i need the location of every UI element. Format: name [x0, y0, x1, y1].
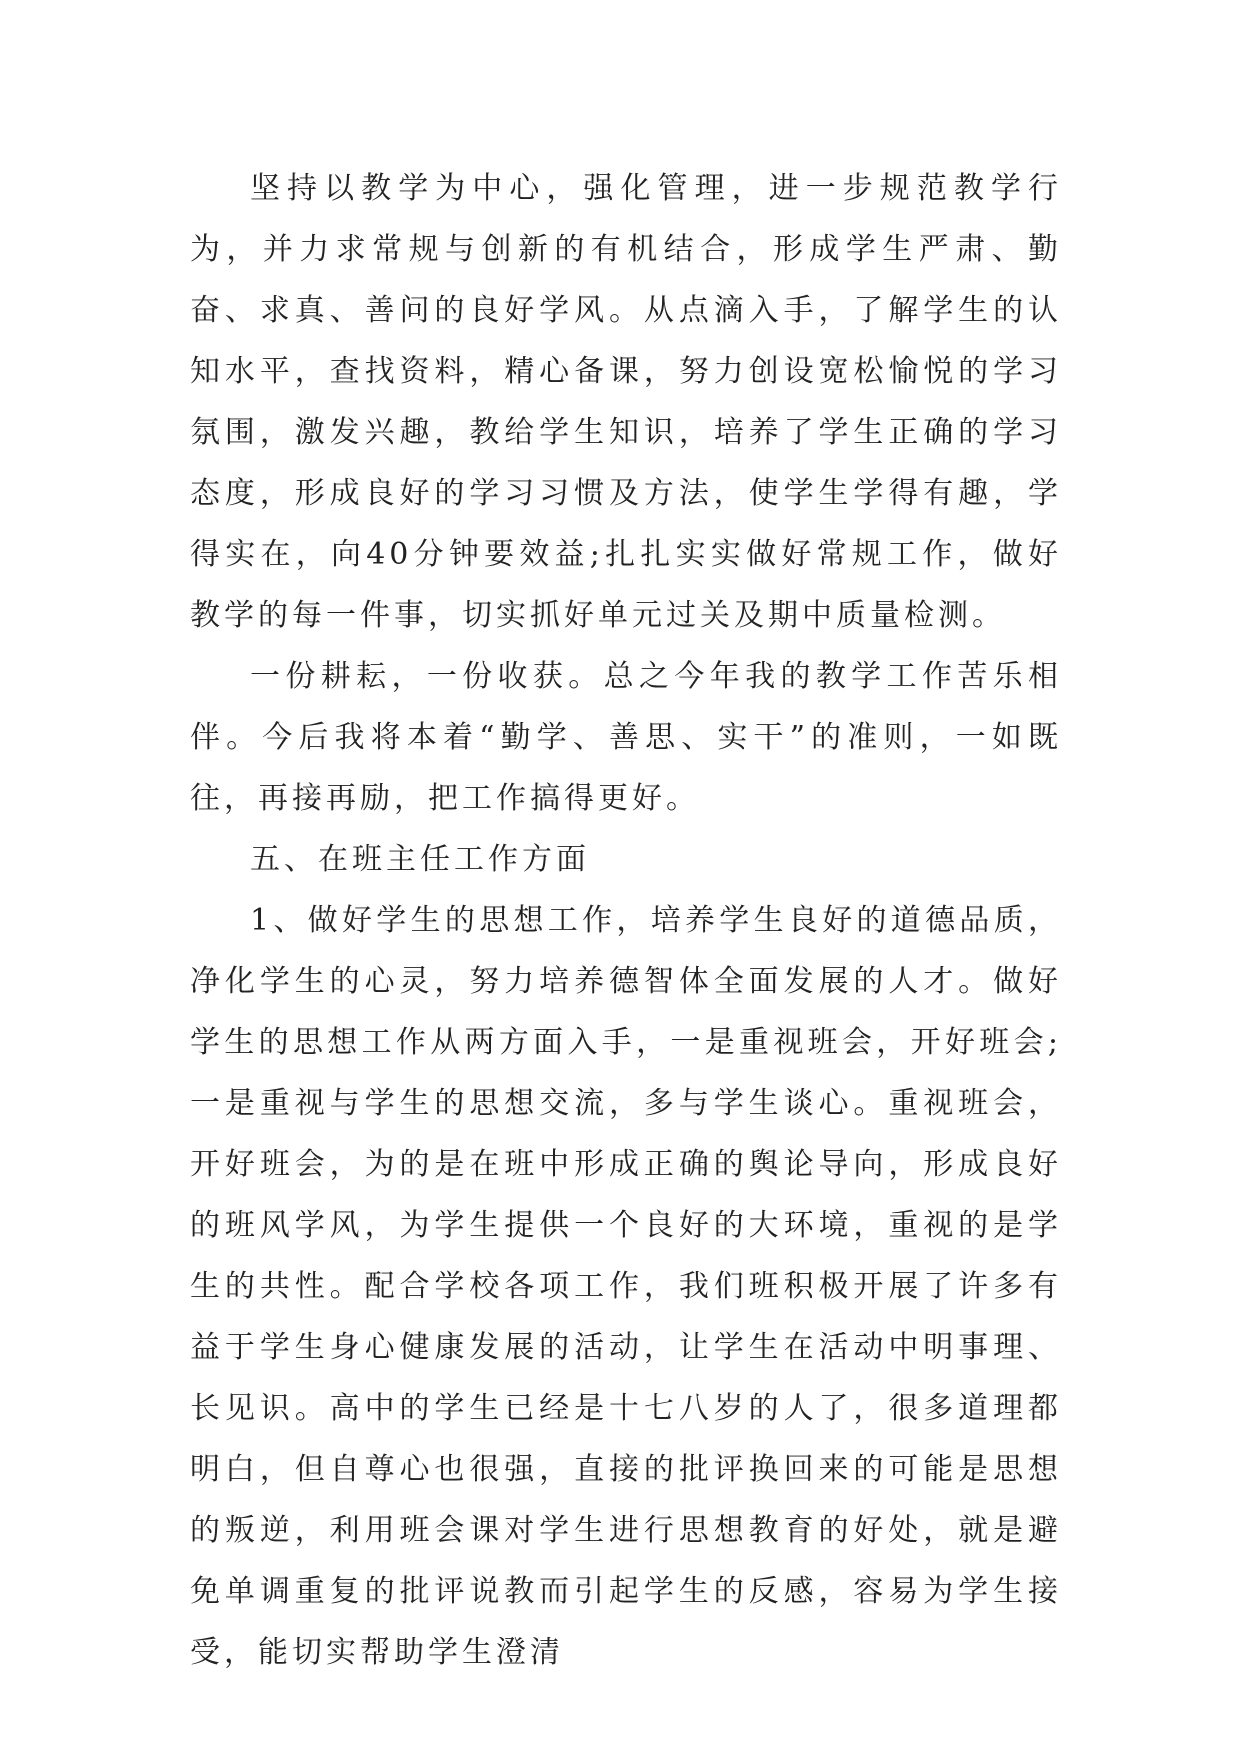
paragraph-teaching-summary: 一份耕耘，一份收获。总之今年我的教学工作苦乐相伴。今后我将本着“勤学、善思、实干”的准则，一如既往，再接再励，把工作搞得更好。	[190, 659, 1062, 816]
document-body	[190, 158, 1062, 1683]
paragraph-ideological-work: 1、做好学生的思想工作，培养学生良好的道德品质，净化学生的心灵，努力培养德智体全面发展的人才。做好学生的思想工作从两方面入手，一是重视班会，开好班会;一是重视与学生的思想交流，多与学生谈心。重视班会，开好班会，为的是在班中形成正确的舆论导向，形成良好的班风学风，为学生提供一个良好的大环境，重视的是学生的共性。配合学校各项工作，我们班积极开展了许多有益于学生身心健康发展的活动，让学生在活动中明事理、长见识。高中的学生已经是十七八岁的人了，很多道理都明白，但自尊心也很强，直接的批评换回来的可能是思想的叛逆，利用班会课对学生进行思想教育的好处，就是避免单调重复的批评说教而引起学生的反感，容易为学生接受，能切实帮助学生澄清	[190, 903, 1062, 1670]
section-heading-class-teacher-work: 五、在班主任工作方面	[250, 842, 590, 877]
paragraph-teaching-management: 坚持以教学为中心，强化管理，进一步规范教学行为，并力求常规与创新的有机结合，形成学生严肃、勤奋、求真、善问的良好学风。从点滴入手，了解学生的认知水平，查找资料，精心备课，努力创设宽松愉悦的学习氛围，激发兴趣，教给学生知识，培养了学生正确的学习态度，形成良好的学习习惯及方法，使学生学得有趣，学得实在，向40分钟要效益;扎扎实实做好常规工作，做好教学的每一件事，切实抓好单元过关及期中质量检测。	[190, 171, 1062, 633]
